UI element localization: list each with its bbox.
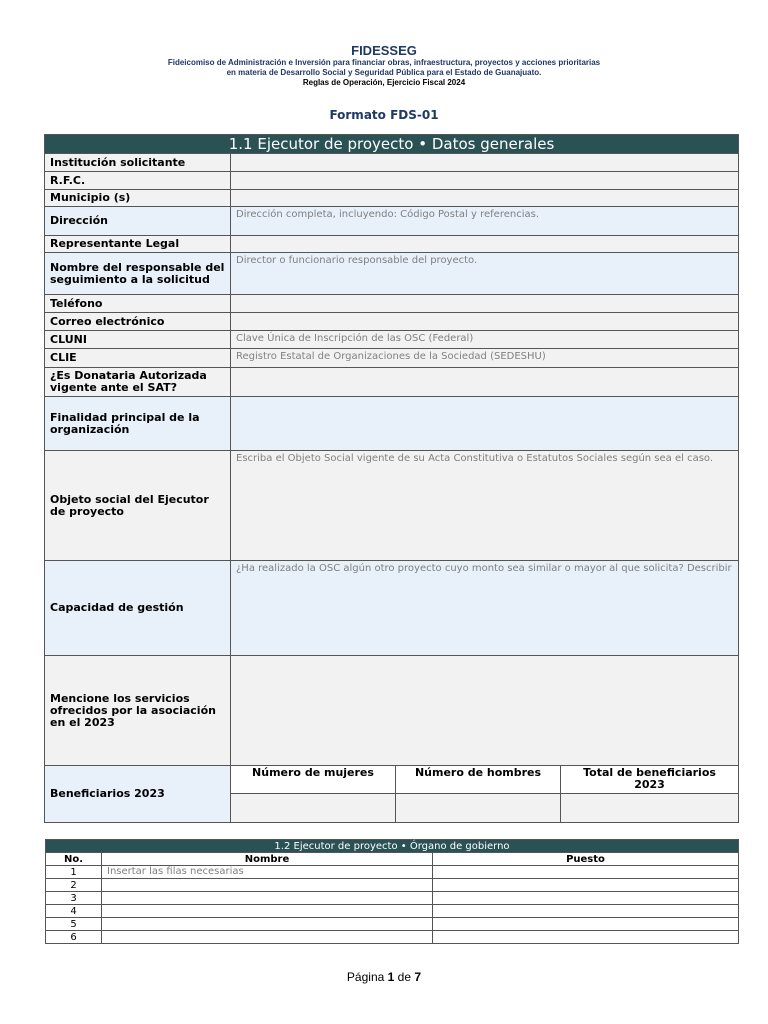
field-label: Institución solicitante xyxy=(45,154,231,172)
field-label: CLUNI xyxy=(45,331,231,349)
header-line-2: en materia de Desarrollo Social y Seguridad Pública para el Estado de Guanajuato. xyxy=(226,68,542,77)
nombre-cell[interactable] xyxy=(102,892,433,905)
field-finalidad[interactable] xyxy=(231,397,739,451)
field-municipio[interactable] xyxy=(231,190,739,207)
general-data-table xyxy=(44,134,739,823)
nombre-cell[interactable] xyxy=(102,905,433,918)
field-total-beneficiarios[interactable] xyxy=(561,794,739,823)
puesto-cell[interactable] xyxy=(433,892,739,905)
field-num-hombres[interactable] xyxy=(396,794,561,823)
table-row xyxy=(46,866,739,879)
field-objeto-social[interactable]: Escriba el Objeto Social vigente de su Acta Constitutiva o Estatutos Sociales según sea el caso. xyxy=(231,451,739,561)
section-title: 1.1 Ejecutor de proyecto • Datos generales xyxy=(45,135,739,154)
field-label: Finalidad principal de la organización xyxy=(45,397,231,451)
puesto-cell[interactable] xyxy=(433,866,739,879)
field-label: Dirección xyxy=(45,207,231,236)
row-number: 6 xyxy=(46,931,102,944)
governing-body-table xyxy=(45,839,739,944)
puesto-cell[interactable] xyxy=(433,879,739,892)
field-num-mujeres[interactable] xyxy=(231,794,396,823)
page-label: Página xyxy=(346,970,385,984)
field-label: Beneficiarios 2023 xyxy=(45,766,231,823)
table-row xyxy=(46,918,739,931)
page-total: 7 xyxy=(414,970,422,984)
field-correo[interactable] xyxy=(231,313,739,331)
field-label: R.F.C. xyxy=(45,172,231,190)
page-of: de xyxy=(397,970,412,984)
nombre-cell[interactable]: Insertar las filas necesarias xyxy=(102,866,433,879)
page-number: 1 xyxy=(387,970,395,984)
field-clie[interactable]: Registro Estatal de Organizaciones de la Sociedad (SEDESHU) xyxy=(231,349,739,368)
table-row xyxy=(46,931,739,944)
field-direccion[interactable]: Dirección completa, incluyendo: Código Postal y referencias. xyxy=(231,207,739,236)
column-header-hombres: Número de hombres xyxy=(396,766,561,794)
puesto-cell[interactable] xyxy=(433,931,739,944)
field-label: Teléfono xyxy=(45,295,231,313)
puesto-cell[interactable] xyxy=(433,905,739,918)
field-label: CLIE xyxy=(45,349,231,368)
field-rfc[interactable] xyxy=(231,172,739,190)
field-label: Correo electrónico xyxy=(45,313,231,331)
field-representante[interactable] xyxy=(231,236,739,253)
row-number: 1 xyxy=(46,866,102,879)
field-label: ¿Es Donataria Autorizada vigente ante el SAT? xyxy=(45,368,231,397)
section-title: 1.2 Ejecutor de proyecto • Órgano de gobierno xyxy=(46,840,739,853)
puesto-cell[interactable] xyxy=(433,918,739,931)
form-code: Formato FDS-01 xyxy=(329,108,439,122)
header-line-1: Fideicomiso de Administración e Inversión para financiar obras, infraestructura, proyectos y acciones prioritarias xyxy=(167,58,601,67)
field-institucion[interactable] xyxy=(231,154,739,172)
field-label: Capacidad de gestión xyxy=(45,561,231,656)
field-label: Municipio (s) xyxy=(45,190,231,207)
nombre-cell[interactable] xyxy=(102,931,433,944)
column-header-mujeres: Número de mujeres xyxy=(231,766,396,794)
column-header-puesto: Puesto xyxy=(433,853,739,866)
nombre-cell[interactable] xyxy=(102,879,433,892)
row-number: 5 xyxy=(46,918,102,931)
column-header-no: No. xyxy=(46,853,102,866)
field-label: Mencione los servicios ofrecidos por la asociación en el 2023 xyxy=(45,656,231,766)
field-capacidad[interactable]: ¿Ha realizado la OSC algún otro proyecto cuyo monto sea similar o mayor al que solicita? Describir xyxy=(231,561,739,656)
column-header-nombre: Nombre xyxy=(102,853,433,866)
table-row xyxy=(46,905,739,918)
document-header xyxy=(0,44,768,88)
row-number: 4 xyxy=(46,905,102,918)
row-number: 2 xyxy=(46,879,102,892)
field-telefono[interactable] xyxy=(231,295,739,313)
field-label: Representante Legal xyxy=(45,236,231,253)
field-responsable[interactable]: Director o funcionario responsable del proyecto. xyxy=(231,253,739,295)
table-row xyxy=(46,892,739,905)
field-cluni[interactable]: Clave Única de Inscripción de las OSC (Federal) xyxy=(231,331,739,349)
field-servicios[interactable] xyxy=(231,656,739,766)
field-label: Objeto social del Ejecutor de proyecto xyxy=(45,451,231,561)
field-label: Nombre del responsable del seguimiento a la solicitud xyxy=(45,253,231,295)
nombre-cell[interactable] xyxy=(102,918,433,931)
header-line-3: Reglas de Operación, Ejercicio Fiscal 2024 xyxy=(302,78,466,87)
table-row xyxy=(46,879,739,892)
column-header-total: Total de beneficiarios 2023 xyxy=(561,766,739,794)
field-donataria[interactable] xyxy=(231,368,739,397)
row-number: 3 xyxy=(46,892,102,905)
page-footer xyxy=(0,970,768,984)
header-title: FIDESSEG xyxy=(351,43,417,58)
